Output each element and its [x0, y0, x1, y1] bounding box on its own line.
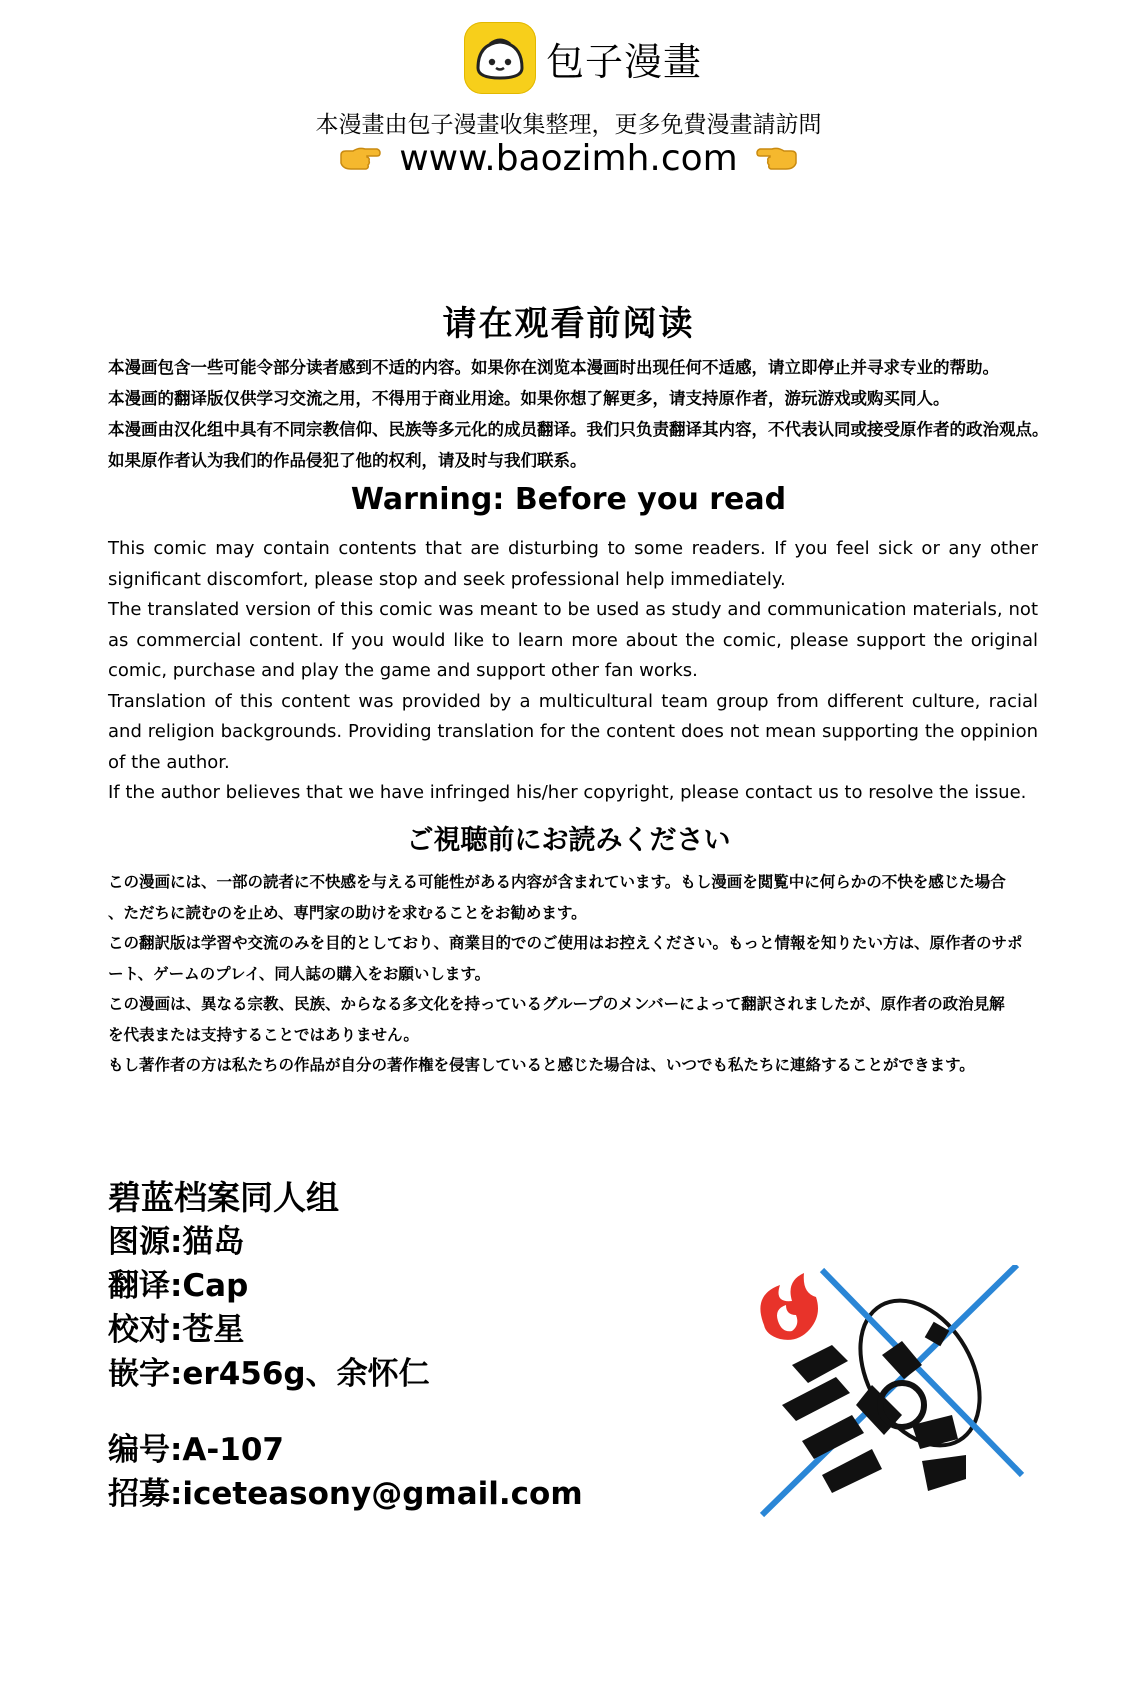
credit-translation: 翻译:Cap: [108, 1268, 249, 1304]
notice-line: 如果原作者认为我们的作品侵犯了他的权利，请及时与我们联系。: [108, 451, 587, 470]
notice-paragraph: This comic may contain contents that are disturbing to some readers. If you feel sick or any other significant discomfort, please stop and seek professional help immediately.: [108, 538, 1038, 590]
notice-line: 、ただちに読むのを止め、専門家の助けを求むることをお勧めます。: [108, 903, 587, 922]
site-url-link[interactable]: www.baozimh.com: [399, 138, 738, 179]
notice-body-en: [108, 534, 1038, 809]
url-row: [0, 138, 1137, 179]
notice-line: この翻訳版は学習や交流のみを目的としており、商業目的でのご使用はお控えください。もっと情報を知りたい方は、原作者のサポ: [108, 934, 1023, 952]
credit-number: 编号:A-107: [108, 1432, 284, 1468]
pointing-hand-left-icon: [756, 143, 800, 175]
notice-line: もし著作者の方は私たちの作品が自分の著作権を侵害していると感じた場合は、いつでも私たちに連絡することができます。: [108, 1056, 975, 1074]
notice-title-cn: 请在观看前阅读: [442, 304, 695, 344]
credit-proofread: 校对:苍星: [108, 1312, 245, 1348]
brand[interactable]: [464, 22, 702, 94]
notice-line: を代表または支持することではありません。: [108, 1025, 419, 1044]
tagline: 本漫畫由包子漫畫收集整理，更多免費漫畫請訪問: [315, 112, 822, 138]
notice-line: この漫画には、一部の読者に不快感を与える可能性がある内容が含まれています。もし漫画を閲覧中に何らかの不快を感じた場合: [108, 873, 1006, 891]
pointing-hand-right-icon: [337, 143, 381, 175]
notice-body-cn: [108, 354, 1049, 478]
bun-face-icon: [464, 22, 536, 94]
credit-recruit[interactable]: 招募:iceteasony@gmail.com: [108, 1476, 583, 1512]
notice-title-en: Warning: Before you read: [350, 482, 787, 517]
credit-source: 图源:猫岛: [108, 1224, 245, 1260]
notice-line: 本漫画由汉化组中具有不同宗教信仰、民族等多元化的成员翻译。我们只负责翻译其内容，不代表认同或接受原作者的政治观点。: [108, 420, 1049, 439]
notice-paragraph: The translated version of this comic was meant to be used as study and communication materials, not as commercial content. If you would like to learn more about the comic, please support the original comic, purchase and play the game and support other fan works.: [108, 599, 1038, 681]
credit-typeset: 嵌字:er456g、余怀仁: [108, 1356, 430, 1392]
notice-line: ート、ゲームのプレイ、同人誌の購入をお願いします。: [108, 964, 491, 983]
group-name: 碧蓝档案同人组: [108, 1178, 339, 1217]
notice-line: 本漫画包含一些可能令部分读者感到不适的内容。如果你在浏览本漫画时出现任何不适感，请立即停止并寻求专业的帮助。: [108, 358, 999, 377]
notice-line: 本漫画的翻译版仅供学习交流之用，不得用于商业用途。如果你想了解更多，请支持原作者，游玩游戏或购买同人。: [108, 389, 950, 408]
notice-body-jp: [108, 870, 1038, 1084]
notice-title-jp: ご視聴前にお読みください: [406, 825, 731, 856]
brand-name: 包子漫畫: [546, 39, 703, 84]
crossed-swords-gear-emblem-icon: [752, 1265, 1027, 1525]
notice-paragraph: If the author believes that we have infringed his/her copyright, please contact us to resolve the issue.: [108, 782, 1027, 803]
notice-line: この漫画は、異なる宗教、民族、からなる多文化を持っているグループのメンバーによって翻訳されましたが、原作者の政治見解: [108, 995, 1005, 1013]
credits: [108, 1172, 583, 1512]
notice-paragraph: Translation of this content was provided by a multicultural team group from different culture, racial and religion backgrounds. Providing translation for the content does not mean supporting the oppinion of the author.: [108, 690, 1038, 773]
